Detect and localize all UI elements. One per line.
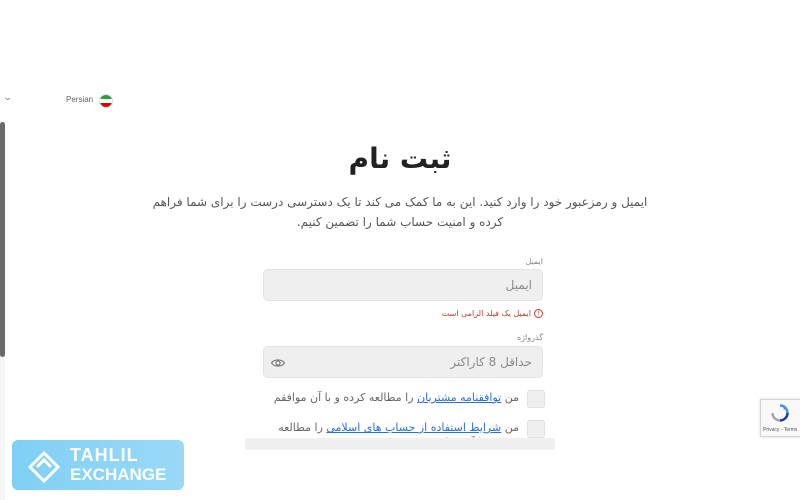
password-label: گذرواژه — [516, 333, 543, 342]
error-circle-icon: ! — [534, 309, 543, 318]
agreement-suffix: را مطالعه — [278, 421, 323, 434]
password-field[interactable] — [263, 346, 543, 378]
logo-line-2: EXCHANGE — [70, 465, 167, 484]
agreement-checkbox[interactable] — [527, 420, 545, 438]
page-title: ثبت نام — [348, 142, 452, 175]
chevron-down-icon: ⌄ — [2, 93, 14, 103]
recaptcha-icon — [769, 403, 791, 423]
tahlil-exchange-logo — [12, 440, 184, 490]
email-label: ایمیل — [525, 257, 543, 266]
language-selector[interactable] — [2, 93, 112, 109]
agreement-prefix: من — [501, 391, 519, 404]
email-error — [263, 307, 543, 319]
agreement-suffix: را مطالعه کرده و با آن موافقم — [273, 391, 418, 404]
logo-line-1: TAHLIL — [70, 445, 139, 465]
customer-agreement-link[interactable]: توافقنامه مشتریان — [417, 391, 502, 404]
eye-icon[interactable] — [271, 356, 285, 370]
agreement-prefix: من — [501, 421, 519, 434]
page-description: ایمیل و رمزعبور خود را وارد کنید. این به ما کمک می کند تا یک دسترسی درست را برای شما فراهم کرده و امنیت حساب شما را تضمین کنیم. — [152, 195, 648, 229]
iran-flag-icon — [99, 94, 113, 108]
agreement-row-customers — [263, 390, 545, 408]
email-error-text: ایمیل یک فیلد الزامی است — [441, 308, 531, 318]
agreement-text — [274, 390, 519, 405]
recaptcha-badge[interactable] — [760, 399, 800, 437]
islamic-accounts-terms-link[interactable]: شرایط استفاده از حساب های اسلامی — [326, 421, 502, 434]
language-label: Persian — [66, 95, 94, 104]
tahlil-logo-icon — [26, 447, 62, 483]
agreement-checkbox[interactable] — [527, 390, 545, 408]
form-divider — [245, 438, 555, 450]
email-field[interactable] — [263, 269, 543, 301]
recaptcha-footer[interactable]: Privacy - Terms — [763, 427, 798, 433]
